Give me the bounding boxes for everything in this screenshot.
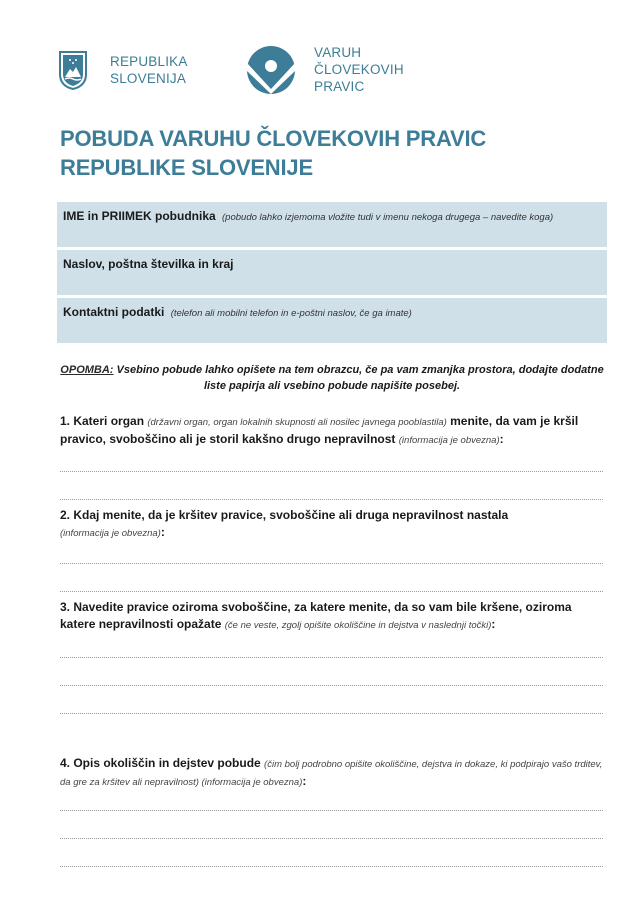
title-line2: REPUBLIKE SLOVENIJE xyxy=(60,155,313,180)
note-key: OPOMBA: xyxy=(60,364,114,376)
ombudsman-logo-icon xyxy=(246,45,296,95)
org2-line3: PRAVIC xyxy=(314,79,365,94)
contact-hint: (telefon ali mobilni telefon in e-poštni naslov, če ga imate) xyxy=(170,308,412,319)
q3-text: 3. Navedite pravice oziroma svoboščine, za katere menite, da so vam bile kršene, oziroma katere nepravilnosti opažate xyxy=(60,600,572,631)
question-4 xyxy=(60,755,605,791)
coat-of-arms-icon xyxy=(58,50,88,90)
name-hint: (pobudo lahko izjemoma vložite tudi v imenu nekoga drugega – navedite koga) xyxy=(222,212,554,223)
org-republika-slovenija xyxy=(110,53,220,87)
q2-hint: (informacija je obvezna) xyxy=(60,528,161,539)
answer-line[interactable] xyxy=(60,838,603,839)
address-label: Naslov, poštna številka in kraj xyxy=(63,257,234,271)
title-line1: POBUDA VARUHU ČLOVEKOVIH PRAVIC xyxy=(60,126,487,151)
org2-line1: VARUH xyxy=(314,45,362,60)
note xyxy=(57,362,607,394)
header-logos xyxy=(58,44,404,95)
q3-colon: : xyxy=(491,617,496,631)
org-varuh-clovekovih-pravic xyxy=(314,44,404,95)
q4-colon: : xyxy=(302,774,307,788)
question-3 xyxy=(60,599,605,634)
org2-line2: ČLOVEKOVIH xyxy=(314,62,404,77)
answer-line[interactable] xyxy=(60,563,603,564)
q1-hint-b: (informacija je obvezna) xyxy=(398,435,500,446)
page-title xyxy=(60,124,486,182)
name-label: IME in PRIIMEK pobudnika xyxy=(63,209,216,223)
q4-text: 4. Opis okoliščin in dejstev pobude xyxy=(60,756,265,770)
q2-colon: : xyxy=(160,525,165,539)
answer-line[interactable] xyxy=(60,591,603,592)
name-field[interactable] xyxy=(57,202,607,247)
answer-line[interactable] xyxy=(60,685,603,686)
answer-line[interactable] xyxy=(60,866,603,867)
answer-line[interactable] xyxy=(60,657,603,658)
org1-line2: SLOVENIJA xyxy=(110,70,187,86)
answer-line[interactable] xyxy=(60,499,603,500)
answer-line[interactable] xyxy=(60,471,603,472)
question-2 xyxy=(60,507,605,542)
applicant-fields xyxy=(57,202,607,346)
q1-hint-a: (državni organ, organ lokalnih skupnosti ali nosilec javnega pooblastila) xyxy=(147,417,447,428)
contact-label: Kontaktni podatki xyxy=(63,305,165,319)
question-1 xyxy=(60,413,605,449)
q4-hint: (čim bolj podrobno opišite okoliščine, dejstva in dokaze, ki podpirajo vašo trditev, da gre za kršitev ali nepravilnost) (informacija je obvezna) xyxy=(60,759,603,788)
q2-text: 2. Kdaj menite, da je kršitev pravice, svoboščine ali druga nepravilnost nastala xyxy=(60,508,509,522)
q1-text-b: menite, da vam je kršil pravico, svoboščino ali je storil kakšno drugo nepravilnost xyxy=(60,414,579,446)
note-text: Vsebino pobude lahko opišete na tem obrazcu, če pa vam zmanjka prostora, dodajte dodatne liste papirja ali vsebino pobude napišite posebej. xyxy=(113,364,604,392)
org1-line1: REPUBLIKA xyxy=(110,53,188,69)
contact-field[interactable] xyxy=(57,298,607,343)
address-field[interactable] xyxy=(57,250,607,295)
q3-hint: (če ne veste, zgolj opišite okoliščine in dejstva v naslednji točki) xyxy=(224,620,492,631)
q1-colon: : xyxy=(499,432,504,446)
q1-text-a: 1. Kateri organ xyxy=(60,414,148,428)
answer-line[interactable] xyxy=(60,810,603,811)
answer-line[interactable] xyxy=(60,713,603,714)
